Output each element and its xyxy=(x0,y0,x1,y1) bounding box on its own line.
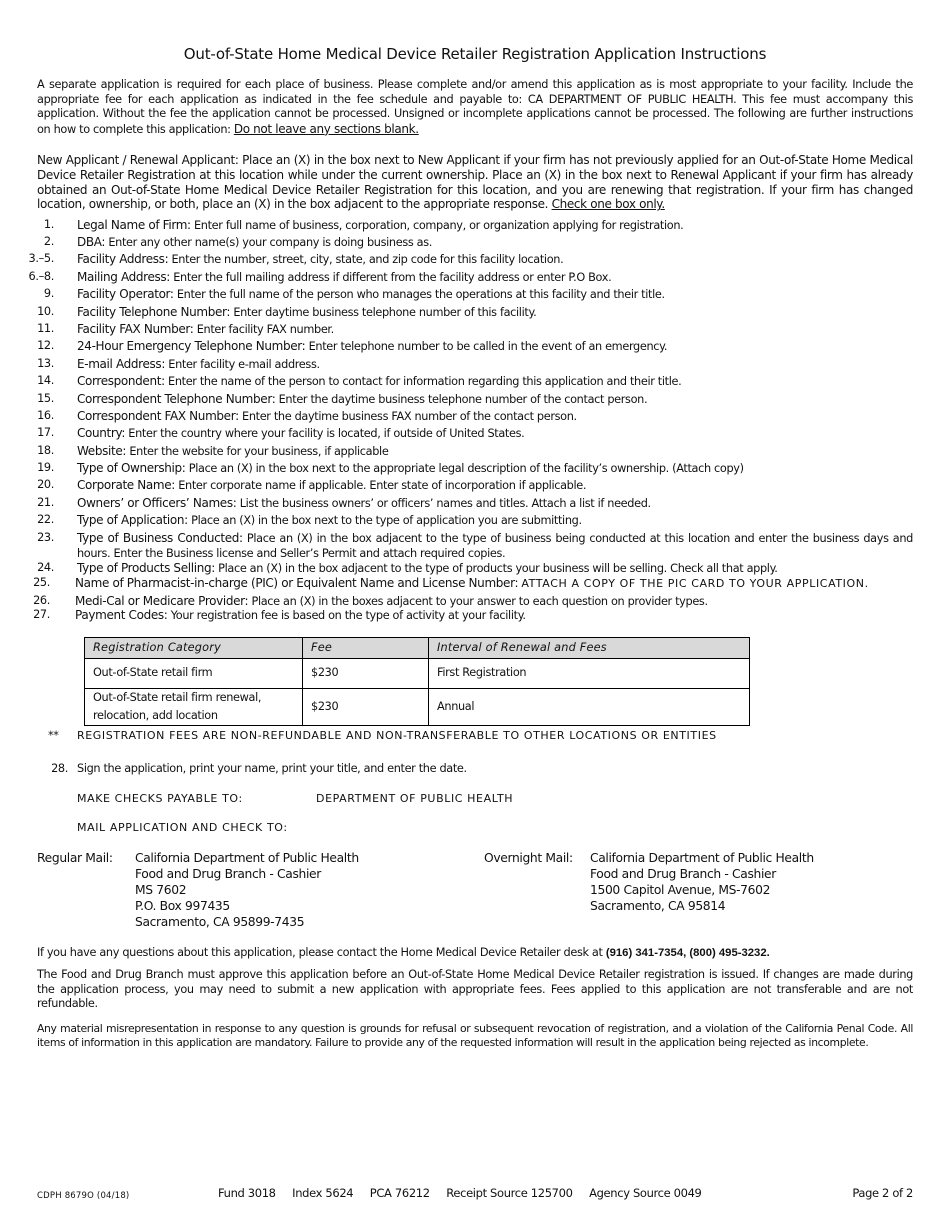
item-description: Place an (X) in the box next to the type of application you are submitting. xyxy=(191,514,582,527)
item-label: Website: xyxy=(77,444,127,458)
item-label: Owners’ or Officers’ Names: xyxy=(77,496,237,510)
item-number: 14. xyxy=(37,374,54,387)
fee-note-marker: ** xyxy=(48,729,59,742)
intro-paragraph xyxy=(37,78,913,137)
item-description: Enter the daytime business FAX number of the contact person. xyxy=(242,410,577,423)
contact-paragraph xyxy=(37,946,913,961)
item-label: Correspondent: xyxy=(77,374,165,388)
item-label: 24-Hour Emergency Telephone Number: xyxy=(77,339,306,353)
list-item xyxy=(0,531,950,560)
item-description: Place an (X) in the box adjacent to the type of business being conducted at this location and enter the business days and hours. Enter the Business license and Seller’s Permit and attach required copies. xyxy=(77,532,913,560)
item-label: Correspondent Telephone Number: xyxy=(77,392,276,406)
overnight-mail-address xyxy=(590,850,814,914)
item-description: Enter the number, street, city, state, and zip code for this facility location. xyxy=(171,253,564,266)
index-code: Index 5624 xyxy=(292,1186,354,1200)
item-label: Medi-Cal or Medicare Provider: xyxy=(75,594,249,608)
item-description: Your registration fee is based on the type of activity at your facility. xyxy=(170,609,526,622)
item-number: 19. xyxy=(37,461,54,474)
pca-code: PCA 76212 xyxy=(369,1186,430,1200)
payable-label: MAKE CHECKS PAYABLE TO: xyxy=(77,792,243,805)
item-number: 21. xyxy=(37,496,54,509)
address-line: MS 7602 xyxy=(135,883,187,897)
item-number: 12. xyxy=(37,339,54,352)
list-item xyxy=(0,305,950,322)
list-item xyxy=(0,496,950,513)
mail-label: MAIL APPLICATION AND CHECK TO: xyxy=(77,821,288,834)
item-description: List the business owners’ or officers’ names and titles. Attach a list if needed. xyxy=(239,497,651,510)
item-number: 22. xyxy=(37,513,54,526)
item-text xyxy=(77,461,913,477)
payable-value: DEPARTMENT OF PUBLIC HEALTH xyxy=(316,792,514,805)
item-text xyxy=(77,392,913,408)
list-item xyxy=(0,235,950,252)
address-line: California Department of Public Health xyxy=(590,851,814,865)
item-description: Place an (X) in the boxes adjacent to your answer to each question on provider types. xyxy=(251,595,708,608)
item-description: Enter the full mailing address if different from the facility address or enter P.O Box. xyxy=(173,271,612,284)
item-number: 10. xyxy=(37,305,54,318)
item-text xyxy=(77,496,913,512)
list-item xyxy=(0,608,950,625)
item-description: Enter facility FAX number. xyxy=(196,323,334,336)
column-header: Fee xyxy=(303,638,429,659)
list-item xyxy=(0,409,950,426)
item-label: Facility Address: xyxy=(77,252,169,266)
item-description: Place an (X) in the box next to the appropriate legal description of the facility’s ownership. (Attach copy) xyxy=(188,462,744,475)
item-number: 20. xyxy=(37,478,54,491)
item-number: 23. xyxy=(37,531,54,544)
list-item xyxy=(0,444,950,461)
item-description: Enter facility e-mail address. xyxy=(168,358,320,371)
item-number: 15. xyxy=(37,392,54,405)
overnight-mail-label: Overnight Mail: xyxy=(484,851,573,865)
fee-note: REGISTRATION FEES ARE NON-REFUNDABLE AND NON-TRANSFERABLE TO OTHER LOCATIONS OR ENTITIES xyxy=(77,729,717,742)
address-line: P.O. Box 997435 xyxy=(135,899,230,913)
item-description: Enter the daytime business telephone number of the contact person. xyxy=(278,393,648,406)
item-text xyxy=(77,270,913,286)
item-text xyxy=(75,608,911,624)
list-item xyxy=(0,322,950,339)
table-row xyxy=(85,689,750,726)
item-description: Enter full name of business, corporation, company, or organization applying for registration. xyxy=(194,219,684,232)
footer-codes xyxy=(218,1186,702,1201)
list-item xyxy=(0,478,950,495)
item-description: Enter the website for your business, if applicable xyxy=(129,445,389,458)
item-text xyxy=(77,305,913,321)
table-cell: $230 xyxy=(303,659,429,689)
applicant-text: New Applicant / Renewal Applicant: Place an (X) in the box next to New Applicant if your firm has not previously applied for an Out-of-State Home Medical Device Retailer Registration at this location while under the current ownership. Place an (X) in the box next to Renewal Applicant if your firm has already obtained an Out-of-State Home Medical Device Retailer Registration for this location, and you are renewing that registration. If your firm has changed location, ownership, or both, place an (X) in the box adjacent to the appropriate response. xyxy=(37,153,913,212)
item-description: Enter any other name(s) your company is doing business as. xyxy=(108,236,432,249)
item-text xyxy=(77,322,913,338)
list-item xyxy=(0,357,950,374)
item-label: Facility Telephone Number: xyxy=(77,305,231,319)
list-item xyxy=(0,287,950,304)
item-text xyxy=(77,218,913,234)
item-label: Type of Business Conducted: xyxy=(77,531,243,545)
item-number: 2. xyxy=(43,235,54,248)
applicant-paragraph xyxy=(37,153,913,212)
item-text xyxy=(77,357,913,373)
table-row xyxy=(85,659,750,689)
item-description: Place an (X) in the box adjacent to the type of products your business will be selling. Check all that apply. xyxy=(218,562,778,575)
address-line: 1500 Capitol Avenue, MS-7602 xyxy=(590,883,771,897)
column-header: Interval of Renewal and Fees xyxy=(429,638,750,659)
fee-table-header xyxy=(85,638,750,659)
item-label: Type of Application: xyxy=(77,513,188,527)
item-description: ATTACH A COPY OF THE PIC CARD TO YOUR APPLICATION. xyxy=(521,577,869,590)
applicant-underlined: Check one box only. xyxy=(551,197,665,212)
address-line: Food and Drug Branch - Cashier xyxy=(590,867,776,881)
item-label: Corporate Name: xyxy=(77,478,175,492)
item-label: Facility FAX Number: xyxy=(77,322,194,336)
item-label: Type of Products Selling: xyxy=(77,561,215,575)
list-item xyxy=(0,513,950,530)
regular-mail-label: Regular Mail: xyxy=(37,851,113,865)
regular-mail-address xyxy=(135,850,359,930)
contact-text: If you have any questions about this application, please contact the Home Medical Device Retailer desk at xyxy=(37,946,606,959)
address-line: Food and Drug Branch - Cashier xyxy=(135,867,321,881)
form-id: CDPH 8679O (04/18) xyxy=(37,1191,130,1201)
step-28-number: 28. xyxy=(51,762,68,775)
item-label: Correspondent FAX Number: xyxy=(77,409,239,423)
item-description: Enter the name of the person to contact for information regarding this application and their title. xyxy=(168,375,682,388)
fund-code: Fund 3018 xyxy=(218,1186,276,1200)
item-label: Type of Ownership: xyxy=(77,461,186,475)
item-number: 25. xyxy=(33,576,50,589)
column-header: Registration Category xyxy=(85,638,303,659)
page-title: Out-of-State Home Medical Device Retailer Registration Application Instructions xyxy=(183,45,767,63)
list-item xyxy=(0,392,950,409)
item-number: 26. xyxy=(33,594,50,607)
item-number: 9. xyxy=(43,287,54,300)
list-item xyxy=(0,461,950,478)
list-item xyxy=(0,218,950,235)
item-number: 13. xyxy=(37,357,54,370)
list-item xyxy=(0,252,950,269)
item-label: Payment Codes: xyxy=(75,608,168,622)
item-text xyxy=(77,531,913,561)
item-text xyxy=(77,252,913,268)
address-line: Sacramento, CA 95899-7435 xyxy=(135,915,305,929)
item-number: 1. xyxy=(43,218,54,231)
item-number: 3.–5. xyxy=(28,252,54,265)
item-number: 16. xyxy=(37,409,54,422)
approval-paragraph: The Food and Drug Branch must approve this application before an Out-of-State Home Medical Device Retailer registration is issued. If changes are made during the application process, you may need to submit a new application with appropriate fees. Fees applied to this application are not transferable and are not refundable. xyxy=(37,968,913,1011)
table-cell: $230 xyxy=(303,689,429,726)
table-cell: Out-of-State retail firm xyxy=(85,659,303,689)
item-number: 17. xyxy=(37,426,54,439)
item-text xyxy=(77,339,913,355)
item-label: E-mail Address: xyxy=(77,357,166,371)
item-number: 18. xyxy=(37,444,54,457)
receipt-source: Receipt Source 125700 xyxy=(446,1186,573,1200)
intro-text: A separate application is required for each place of business. Please complete and/or amend this application as is most appropriate to your facility. Include the appropriate fee for each application as indicated in the fee schedule and payable to: CA DEPARTMENT OF PUBLIC HEALTH. This fee must accompany this application. Without the fee the application cannot be processed. Unsigned or incomplete applications cannot be processed. The following are further instructions on how to complete this application: xyxy=(37,78,913,136)
step-28-text: Sign the application, print your name, print your title, and enter the date. xyxy=(77,762,467,775)
misrepresentation-paragraph: Any material misrepresentation in response to any question is grounds for refusal or subsequent revocation of registration, and a violation of the California Penal Code. All items of information in this application are mandatory. Failure to provide any of the requested information will result in the application being rejected as incomplete. xyxy=(37,1022,913,1049)
address-line: California Department of Public Health xyxy=(135,851,359,865)
item-text xyxy=(75,576,911,592)
item-description: Enter daytime business telephone number of this facility. xyxy=(233,306,537,319)
item-number: 11. xyxy=(37,322,54,335)
item-label: Name of Pharmacist-in-charge (PIC) or Equivalent Name and License Number: xyxy=(75,576,519,590)
item-text xyxy=(77,374,913,390)
table-cell: First Registration xyxy=(429,659,750,689)
list-item xyxy=(0,270,950,287)
item-description: Enter telephone number to be called in the event of an emergency. xyxy=(308,340,668,353)
table-cell: Out-of-State retail firm renewal, relocation, add location xyxy=(85,689,303,726)
page-number: Page 2 of 2 xyxy=(852,1186,913,1200)
item-text xyxy=(77,478,913,494)
list-item xyxy=(0,374,950,391)
item-number: 6.–8. xyxy=(28,270,54,283)
item-description: Enter the country where your facility is located, if outside of United States. xyxy=(128,427,525,440)
item-description: Enter corporate name if applicable. Enter state of incorporation if applicable. xyxy=(178,479,587,492)
item-text xyxy=(77,287,913,303)
item-text xyxy=(77,444,913,460)
agency-source: Agency Source 0049 xyxy=(589,1186,702,1200)
list-item xyxy=(0,339,950,356)
item-text xyxy=(77,235,913,251)
item-label: Mailing Address: xyxy=(77,270,170,284)
item-number: 27. xyxy=(33,608,50,621)
fee-table xyxy=(84,637,750,726)
item-text xyxy=(77,513,913,529)
list-item xyxy=(0,576,950,593)
table-cell: Annual xyxy=(429,689,750,726)
list-item xyxy=(0,426,950,443)
item-label: Legal Name of Firm: xyxy=(77,218,191,232)
item-text xyxy=(77,426,913,442)
address-line: Sacramento, CA 95814 xyxy=(590,899,726,913)
item-text xyxy=(77,409,913,425)
item-description: Enter the full name of the person who manages the operations at this facility and their title. xyxy=(176,288,665,301)
item-label: Country: xyxy=(77,426,126,440)
contact-phones: (916) 341-7354, (800) 495-3232. xyxy=(605,947,770,959)
item-text xyxy=(77,561,913,577)
item-label: Facility Operator: xyxy=(77,287,174,301)
item-label: DBA: xyxy=(77,235,106,249)
intro-underlined: Do not leave any sections blank. xyxy=(233,121,419,136)
item-number: 24. xyxy=(37,561,54,574)
